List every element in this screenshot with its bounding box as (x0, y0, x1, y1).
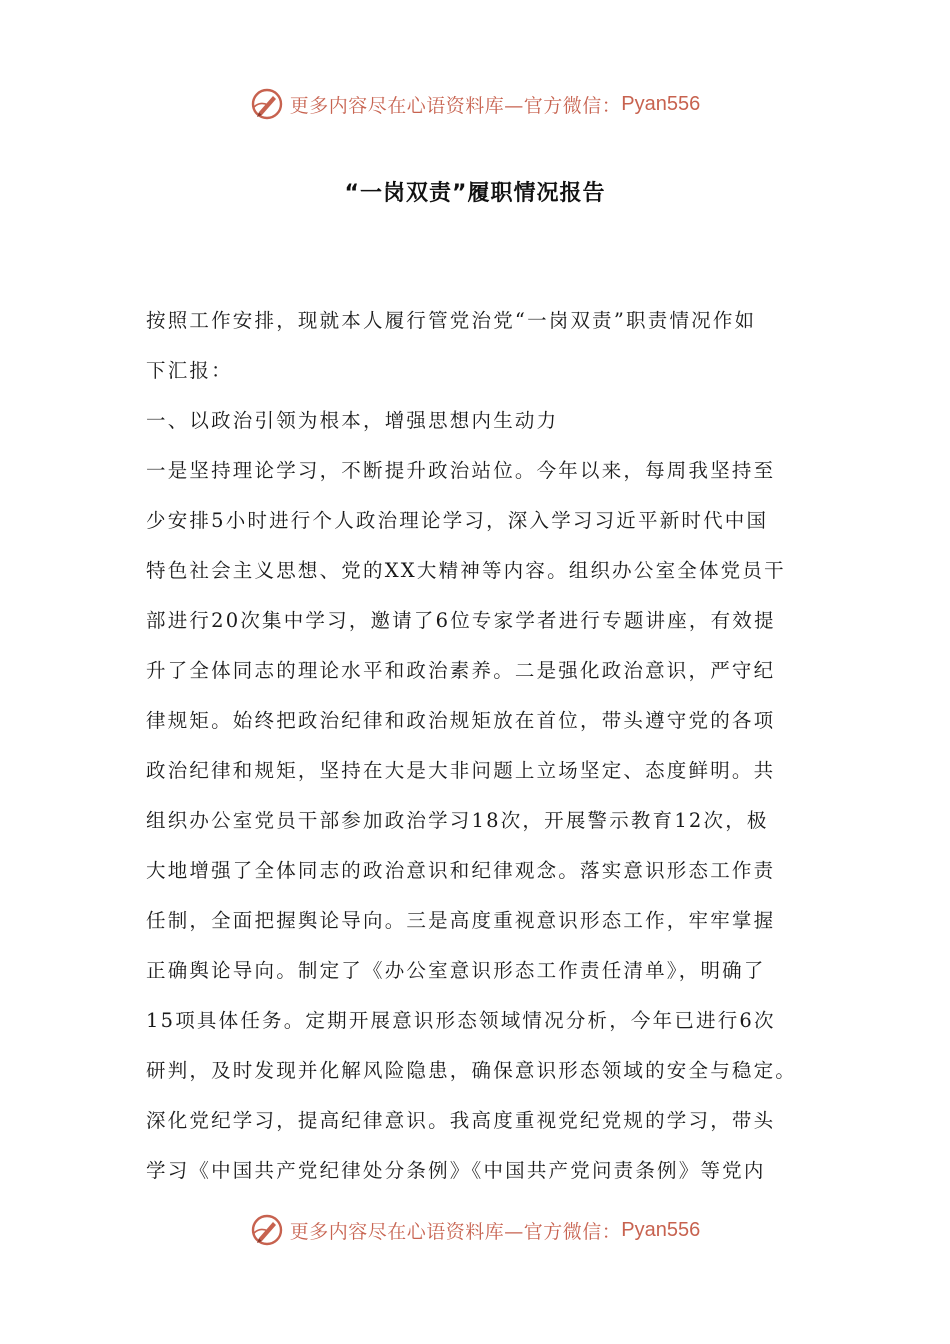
body-line: 正确舆论导向。制定了《办公室意识形态工作责任清单》，明确了 (146, 959, 766, 982)
watermark-wechat-id: Pyan556 (621, 92, 701, 115)
body-line: 大地增强了全体同志的政治意识和纪律观念。落实意识形态工作责 (146, 859, 776, 882)
body-line: 深化党纪学习，提高纪律意识。我高度重视党纪党规的学习，带头 (146, 1109, 776, 1132)
watermark-footer (0, 1212, 950, 1248)
pen-logo-icon (250, 87, 284, 121)
document-body (146, 296, 826, 1196)
watermark-text: 更多内容尽在心语资料库—官方微信： (289, 94, 622, 117)
body-line: 15项具体任务。定期开展意识形态领域情况分析，今年已进行6次 (146, 1009, 776, 1032)
watermark-header (0, 86, 950, 122)
body-line: 组织办公室党员干部参加政治学习18次，开展警示教育12次，极 (146, 809, 769, 832)
watermark-text: 更多内容尽在心语资料库—官方微信： (289, 1220, 622, 1243)
section-heading: 一、以政治引领为根本，增强思想内生动力 (146, 409, 559, 432)
body-line: 少安排5小时进行个人政治理论学习，深入学习习近平新时代中国 (146, 509, 769, 532)
body-line: 升了全体同志的理论水平和政治素养。二是强化政治意识，严守纪 (146, 659, 776, 682)
body-line: 一是坚持理论学习，不断提升政治站位。今年以来，每周我坚持至 (146, 459, 776, 482)
watermark-wechat-id: Pyan556 (621, 1218, 701, 1241)
body-line: 下汇报： (146, 359, 233, 382)
body-line: 特色社会主义思想、党的XX大精神等内容。组织办公室全体党员干 (146, 559, 786, 582)
body-line: 律规矩。始终把政治纪律和政治规矩放在首位，带头遵守党的各项 (146, 709, 776, 732)
document-title: “一岗双责”履职情况报告 (344, 181, 606, 206)
body-line: 按照工作安排，现就本人履行管党治党“一岗双责”职责情况作如 (146, 309, 757, 332)
body-line: 政治纪律和规矩，坚持在大是大非问题上立场坚定、态度鲜明。共 (146, 759, 776, 782)
body-line: 研判，及时发现并化解风险隐患，确保意识形态领域的安全与稳定。 (146, 1059, 798, 1082)
pen-logo-icon (250, 1213, 284, 1247)
body-line: 学习《中国共产党纪律处分条例》《中国共产党问责条例》等党内 (146, 1159, 766, 1182)
body-line: 任制，全面把握舆论导向。三是高度重视意识形态工作，牢牢掌握 (146, 909, 776, 932)
body-line: 部进行20次集中学习，邀请了6位专家学者进行专题讲座，有效提 (146, 609, 776, 632)
